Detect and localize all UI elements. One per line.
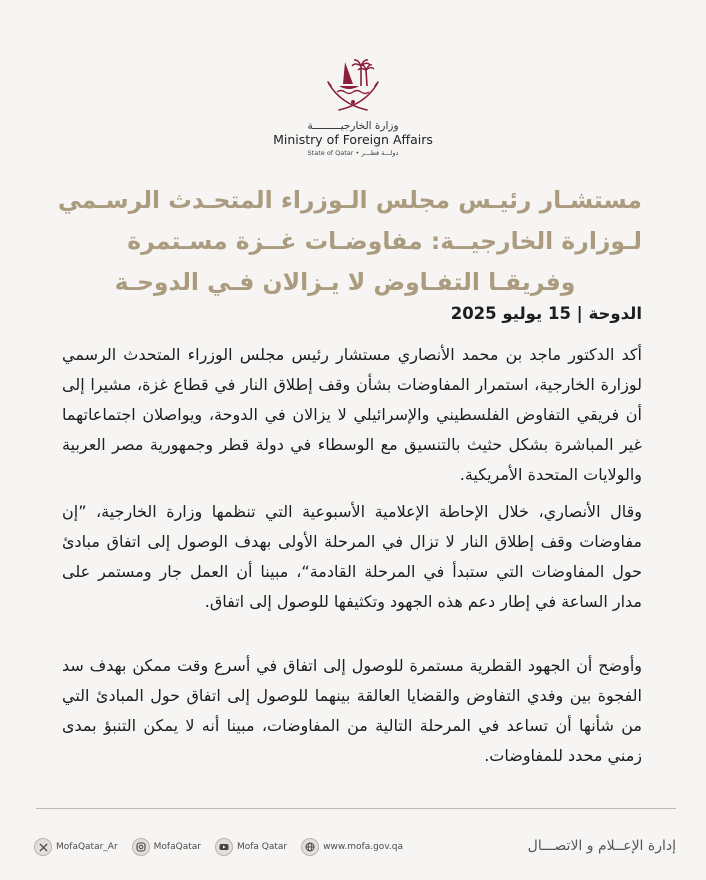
paragraph-3: وأوضح أن الجهود القطرية مستمرة للوصول إلى اتفاق في أسرع وقت ممكن بهدف سد الفجوة بين وفدي التفاوض والقضايا العالقة بينهما للوصول إلى اتفاق حول المبادئ التي من شأنها أن تساعد في المرحلة التالية من المفاوضات، مبينا أنه لا يمكن التنبؤ بمدى زمني محدد للمفاوضات. <box>62 656 642 765</box>
qatar-emblem-icon <box>323 48 383 114</box>
state-label: State of Qatar • دولـــة قطـــر <box>307 149 399 157</box>
headline: مستشـار رئيـس مجلس الـوزراء المتحـدث الرسـمي لـوزارة الخارجيــة: مفاوضـات غــزة مسـتمرة وفريقـا التفـاوض لا يـزالان فـي الدوحـة <box>57 186 642 296</box>
x-icon <box>34 838 52 856</box>
social-label-website: www.mofa.gov.qa <box>323 842 404 852</box>
social-label-youtube: Mofa Qatar <box>236 842 288 852</box>
department-name: إدارة الإعــلام و الاتصـــال <box>527 838 676 854</box>
org-name-arabic: وزارة الخارجيـــــــــة <box>307 120 399 132</box>
instagram-icon <box>132 838 150 856</box>
org-name-english: Ministry of Foreign Affairs <box>273 132 433 147</box>
footer-divider <box>36 808 676 809</box>
globe-icon <box>301 838 319 856</box>
social-links <box>34 838 403 856</box>
social-label-x: MofaQatar_Ar <box>56 842 118 852</box>
social-label-instagram: MofaQatar <box>153 842 201 852</box>
social-item-youtube[interactable] <box>215 838 287 856</box>
youtube-icon <box>215 838 233 856</box>
paragraph-1: أكد الدكتور ماجد بن محمد الأنصاري مستشار رئيس مجلس الوزراء المتحدث الرسمي لوزارة الخارجية، استمرار المفاوضات بشأن وقف إطلاق النار في قطاع غزة، مشيرا إلى أن فريقي التفاوض الفلسطيني والإسرائيلي لا يزالان في الدوحة، ويواصلان اجتماعاتهما غير المباشرة بشكل حثيث بالتنسيق مع الوسطاء في دولة قطر وجمهورية مصر العربية والولايات المتحدة الأمريكية. <box>62 345 642 484</box>
dateline: الدوحة | 15 يوليو 2025 <box>450 304 642 323</box>
social-item-x[interactable] <box>34 838 118 856</box>
footer <box>34 838 676 862</box>
paragraph-2: وقال الأنصاري، خلال الإحاطة الإعلامية الأسبوعية التي تنظمها وزارة الخارجية، ”إن مفاوضات وقف إطلاق النار لا تزال في المرحلة الأولى بهدف الوصول إلى اتفاق مبادئ حول المفاوضات التي ستبدأ في المرحلة القادمة“، مبينا أن العمل جار ومستمر على مدار الساعة في إطار دعم هذه الجهود وتكثيفها للوصول إلى اتفاق. <box>62 502 642 611</box>
ministry-header <box>0 48 706 158</box>
social-item-instagram[interactable] <box>132 838 201 856</box>
social-item-website[interactable] <box>301 838 403 856</box>
